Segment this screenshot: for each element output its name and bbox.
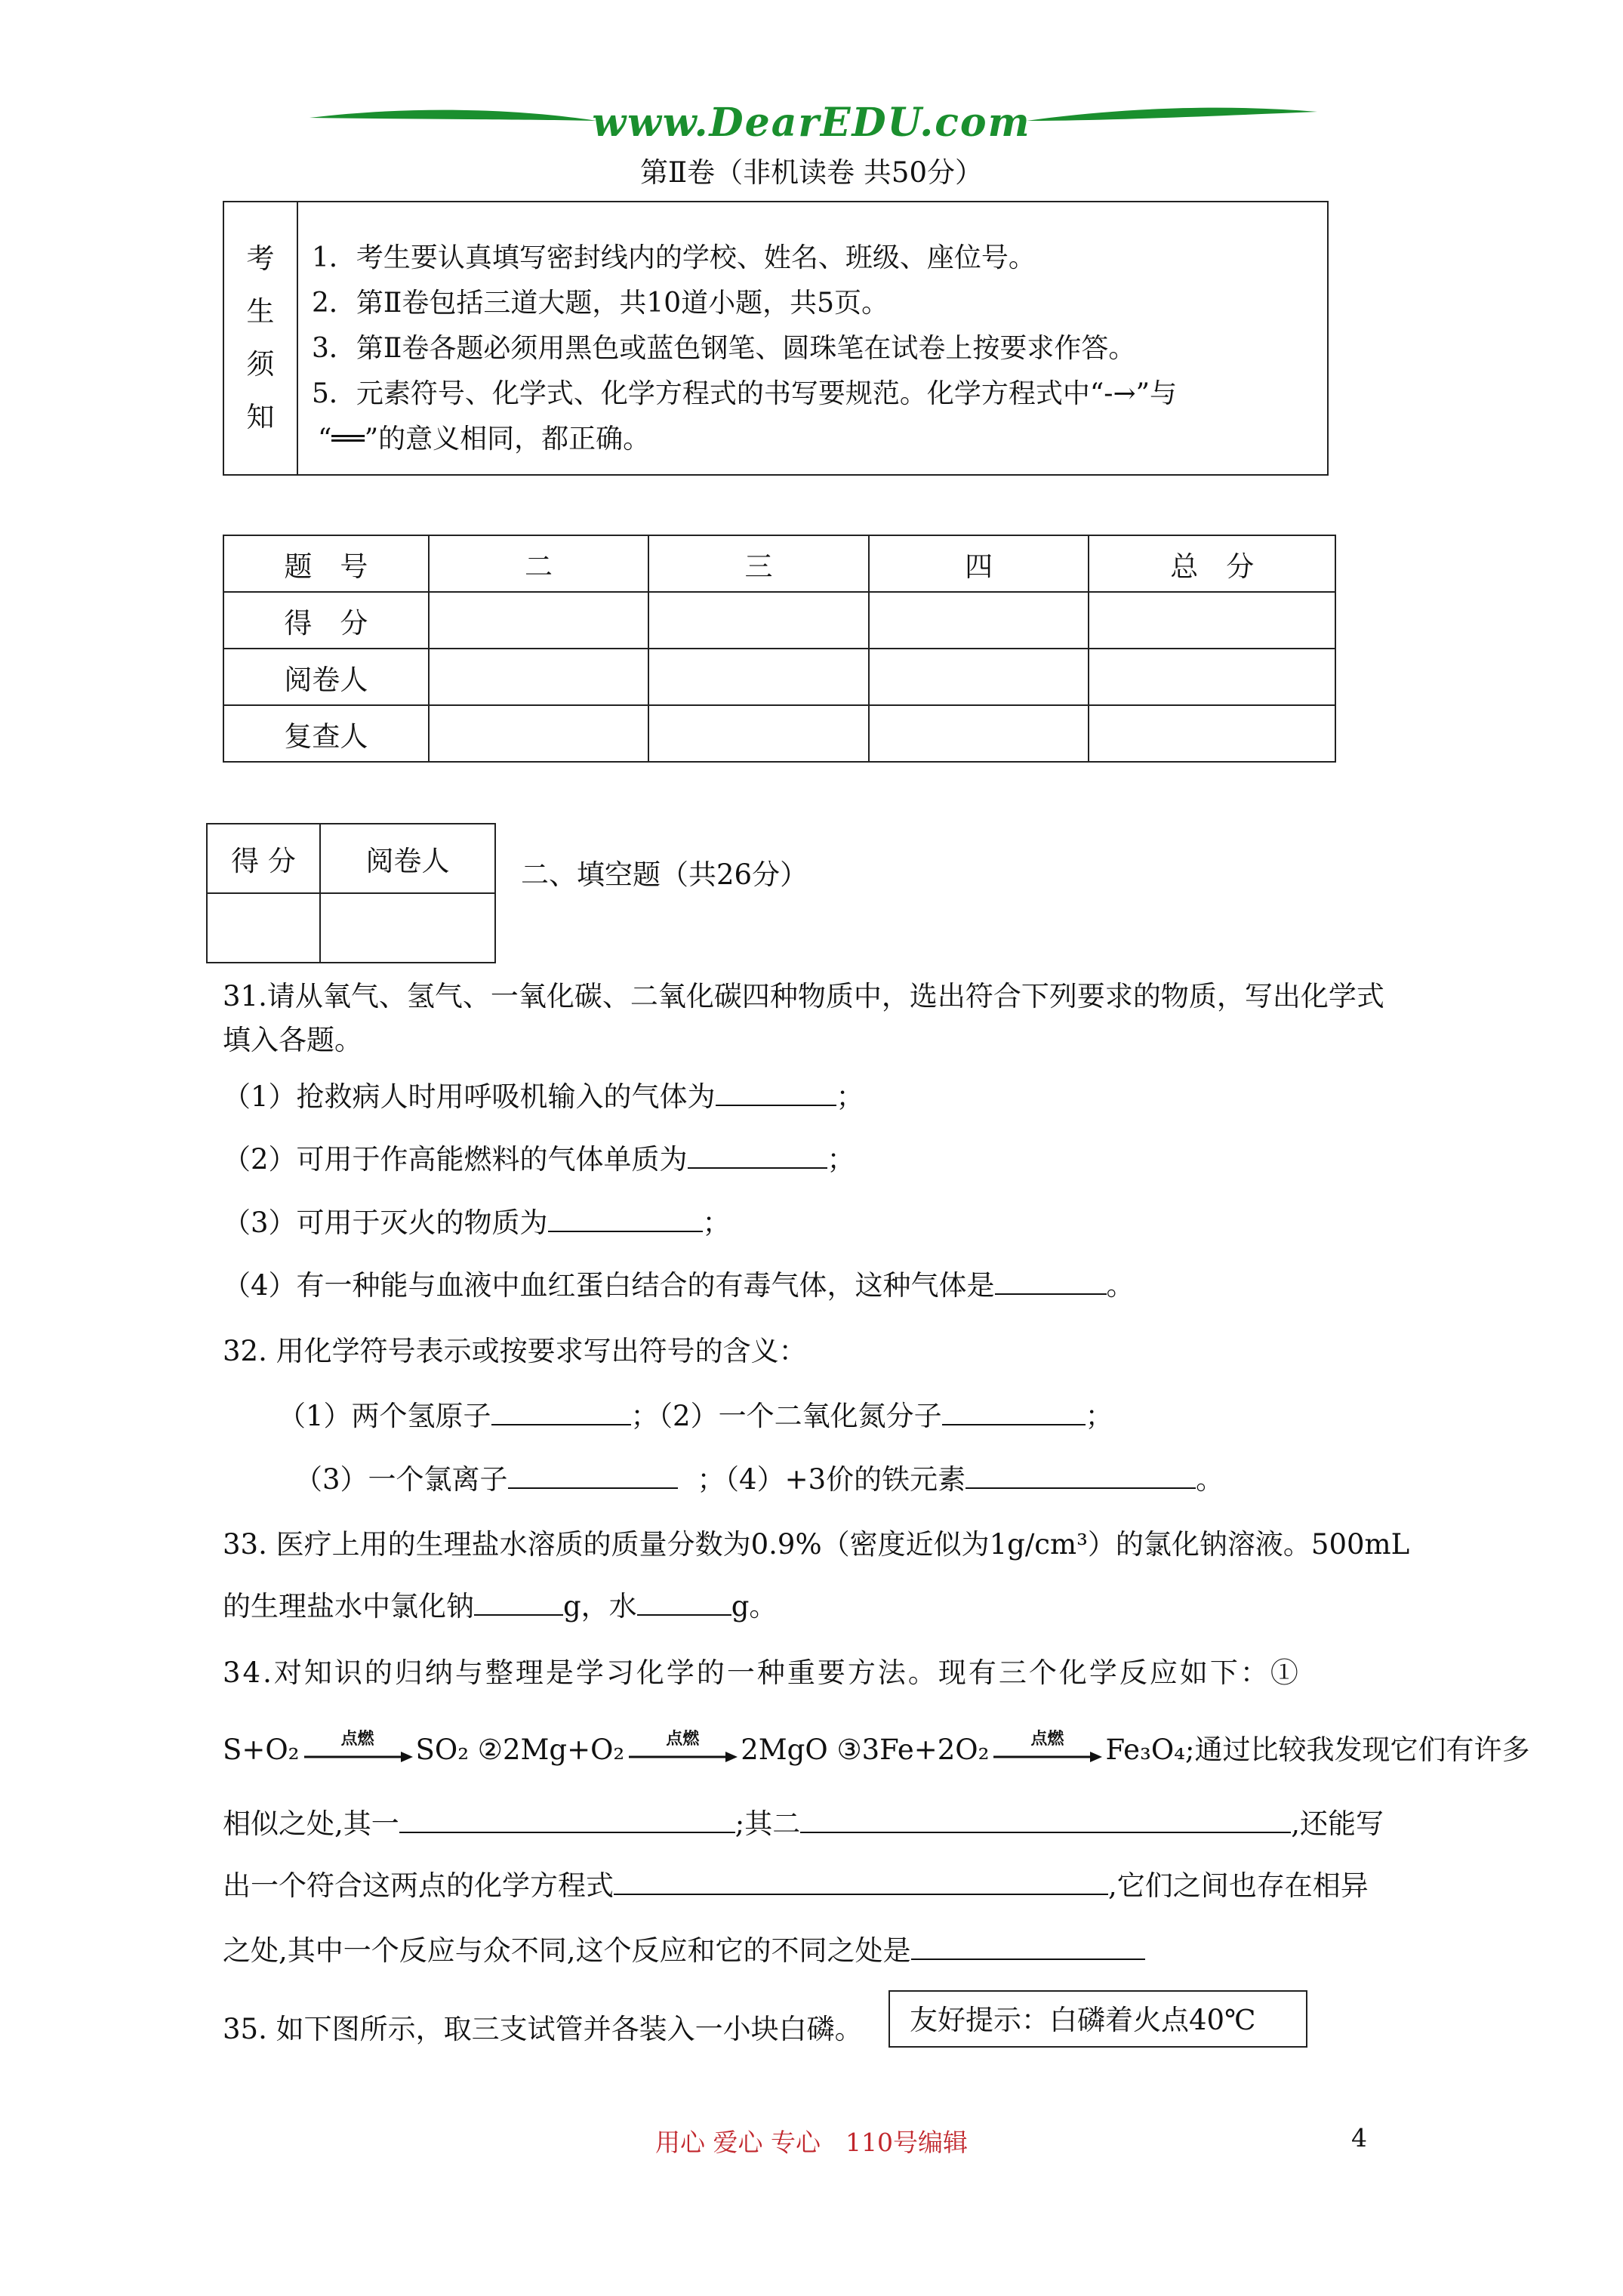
reaction-reactants: ②2Mg+O₂ [477, 1734, 625, 1766]
reaction-arrow [992, 1728, 1102, 1767]
answer-blank[interactable] [548, 1205, 703, 1232]
score-row-label: 得 分 [223, 592, 429, 649]
q32-part-text: （1）两个氢原子 [278, 1400, 491, 1432]
score-row-label: 复查人 [223, 705, 429, 762]
score-row-label: 阅卷人 [223, 649, 429, 705]
notice-item: 3．第Ⅱ卷各题必须用黑色或蓝色钢笔、圆珠笔在试卷上按要求作答。 [312, 333, 1136, 364]
q34-text: ;其二 [735, 1808, 801, 1840]
answer-blank[interactable] [911, 1933, 1145, 1960]
answer-blank[interactable] [965, 1462, 1196, 1489]
q31-stem: 31.请从氧气、氢气、一氧化碳、二氧化碳四种物质中，选出符合下列要求的物质，写出化学式 [223, 980, 1384, 1012]
punct: ； [702, 1207, 731, 1239]
score-cell[interactable] [1089, 649, 1335, 705]
answer-blank[interactable] [800, 1806, 1291, 1833]
score-cell[interactable] [869, 705, 1089, 762]
q34-line: 34.对知识的归纳与整理是学习化学的一种重要方法。现有三个化学反应如下：① [223, 1657, 1301, 1689]
q34-text: ,还能写 [1291, 1808, 1384, 1840]
notice-side-char: 知 [246, 401, 275, 433]
score-header-cell: 二 [429, 535, 649, 592]
q31-part-text: （1）抢救病人时用呼吸机输入的气体为 [223, 1080, 716, 1113]
reaction-product: Fe₃O₄;通过比较我发现它们有许多 [1105, 1734, 1530, 1766]
tip-box: 友好提示：白磷着火点40℃ [888, 1990, 1307, 2048]
q33-line: 33. 医疗上用的生理盐水溶质的质量分数为0.9%（密度近似为1g/cm³）的氯化钠溶液。500mL [223, 1528, 1410, 1561]
punct: ； [836, 1080, 864, 1113]
q31-part [223, 1265, 1135, 1307]
reaction-product: 2MgO [741, 1734, 828, 1766]
q32-part-text: （3）一个氯离子 [294, 1463, 508, 1496]
q35-text: 35. 如下图所示，取三支试管并各装入一小块白磷。 [223, 2013, 863, 2045]
score-header-cell: 题 号 [223, 535, 429, 592]
reaction-arrow [627, 1728, 738, 1767]
q32-row [278, 1395, 1113, 1438]
notice-body [297, 202, 1328, 475]
page-title: 第Ⅱ卷（非机读卷 共50分） [640, 156, 983, 189]
grader-score-cell[interactable] [207, 893, 320, 963]
answer-blank[interactable] [995, 1268, 1107, 1295]
answer-blank[interactable] [614, 1868, 1108, 1895]
q34-text: ,它们之间也存在相异 [1108, 1869, 1369, 1902]
q31-part [223, 1202, 731, 1244]
score-cell[interactable] [648, 649, 869, 705]
q32-row [294, 1459, 1224, 1501]
page-number: 4 [1351, 2123, 1367, 2153]
q32-part-text: ；（2）一个二氧化氮分子 [630, 1400, 942, 1432]
q31-part-text: （3）可用于灭火的物质为 [223, 1207, 548, 1239]
q31-part [223, 1076, 864, 1118]
q34-text: 相似之处,其一 [223, 1808, 399, 1840]
q34-text: 出一个符合这两点的化学方程式 [223, 1869, 614, 1902]
reaction-reactants: S+O₂ [223, 1734, 300, 1766]
punct: ； [1085, 1400, 1113, 1432]
score-cell[interactable] [429, 649, 649, 705]
grader-box [206, 823, 496, 963]
score-header-cell: 总 分 [1089, 535, 1335, 592]
grader-reviewer-label: 阅卷人 [320, 824, 495, 893]
reaction-condition: 点燃 [340, 1728, 374, 1749]
answer-blank[interactable] [942, 1398, 1086, 1425]
q33-line [223, 1586, 777, 1628]
score-cell[interactable] [1089, 705, 1335, 762]
q31-part [223, 1139, 855, 1181]
q34-reactions [223, 1729, 1529, 1771]
notice-item: “══”的意义相同，都正确。 [318, 424, 651, 455]
notice-box [223, 201, 1329, 476]
notice-item: 2．第Ⅱ卷包括三道大题，共10道小题，共5页。 [312, 288, 889, 319]
score-cell[interactable] [869, 592, 1089, 649]
score-table [223, 535, 1336, 763]
reaction-product: SO₂ [415, 1734, 470, 1766]
notice-side-label [223, 202, 297, 475]
grader-score-label: 得 分 [207, 824, 320, 893]
score-cell[interactable] [429, 705, 649, 762]
reaction-condition: 点燃 [666, 1728, 700, 1749]
answer-blank[interactable] [716, 1079, 836, 1106]
reaction-condition: 点燃 [1030, 1728, 1064, 1749]
q34-line [223, 1930, 1145, 1972]
score-cell[interactable] [648, 592, 869, 649]
section-title: 二、填空题（共26分） [521, 858, 808, 891]
answer-blank[interactable] [688, 1142, 827, 1169]
score-cell[interactable] [429, 592, 649, 649]
notice-side-char: 考 [246, 242, 275, 275]
header-site-name[interactable]: www.DearEDU.com [592, 100, 1031, 146]
q34-line [223, 1865, 1369, 1907]
score-cell[interactable] [648, 705, 869, 762]
answer-blank[interactable] [637, 1589, 731, 1616]
reaction-reactants: ③3Fe+2O₂ [836, 1734, 990, 1766]
notice-item: 5．元素符号、化学式、化学方程式的书写要规范。化学方程式中“-→”与 [312, 378, 1178, 409]
score-header-cell: 四 [869, 535, 1089, 592]
footer-text: 用心 爱心 专心 110号编辑 [655, 2128, 968, 2157]
punct: ； [827, 1143, 855, 1176]
notice-item: 1．考生要认真填写密封线内的学校、姓名、班级、座位号。 [312, 242, 1036, 273]
q31-part-text: （4）有一种能与血液中血红蛋白结合的有毒气体，这种气体是 [223, 1269, 995, 1302]
answer-blank[interactable] [491, 1398, 631, 1425]
q33-text: 的生理盐水中氯化钠 [223, 1590, 474, 1623]
q31-stem-cont: 填入各题。 [223, 1024, 362, 1056]
score-cell[interactable] [1089, 592, 1335, 649]
q33-text: g，水 [563, 1590, 637, 1623]
grader-reviewer-cell[interactable] [320, 893, 495, 963]
q33-text: g。 [731, 1590, 778, 1623]
q32-part-text: ；（4）+3价的铁元素 [697, 1463, 966, 1496]
notice-side-char: 生 [246, 295, 275, 328]
reaction-arrow [303, 1728, 413, 1767]
notice-side-char: 须 [246, 348, 275, 381]
q31-part-text: （2）可用于作高能燃料的气体单质为 [223, 1143, 688, 1176]
q34-text: 之处,其中一个反应与众不同,这个反应和它的不同之处是 [223, 1934, 911, 1967]
punct: 。 [1196, 1463, 1224, 1496]
score-cell[interactable] [869, 649, 1089, 705]
answer-blank[interactable] [508, 1462, 678, 1489]
punct: 。 [1106, 1269, 1135, 1302]
q32-stem: 32. 用化学符号表示或按要求写出符号的含义： [223, 1335, 807, 1367]
answer-blank[interactable] [399, 1806, 735, 1833]
score-header-cell: 三 [648, 535, 869, 592]
q34-line [223, 1803, 1384, 1845]
answer-blank[interactable] [474, 1589, 563, 1616]
